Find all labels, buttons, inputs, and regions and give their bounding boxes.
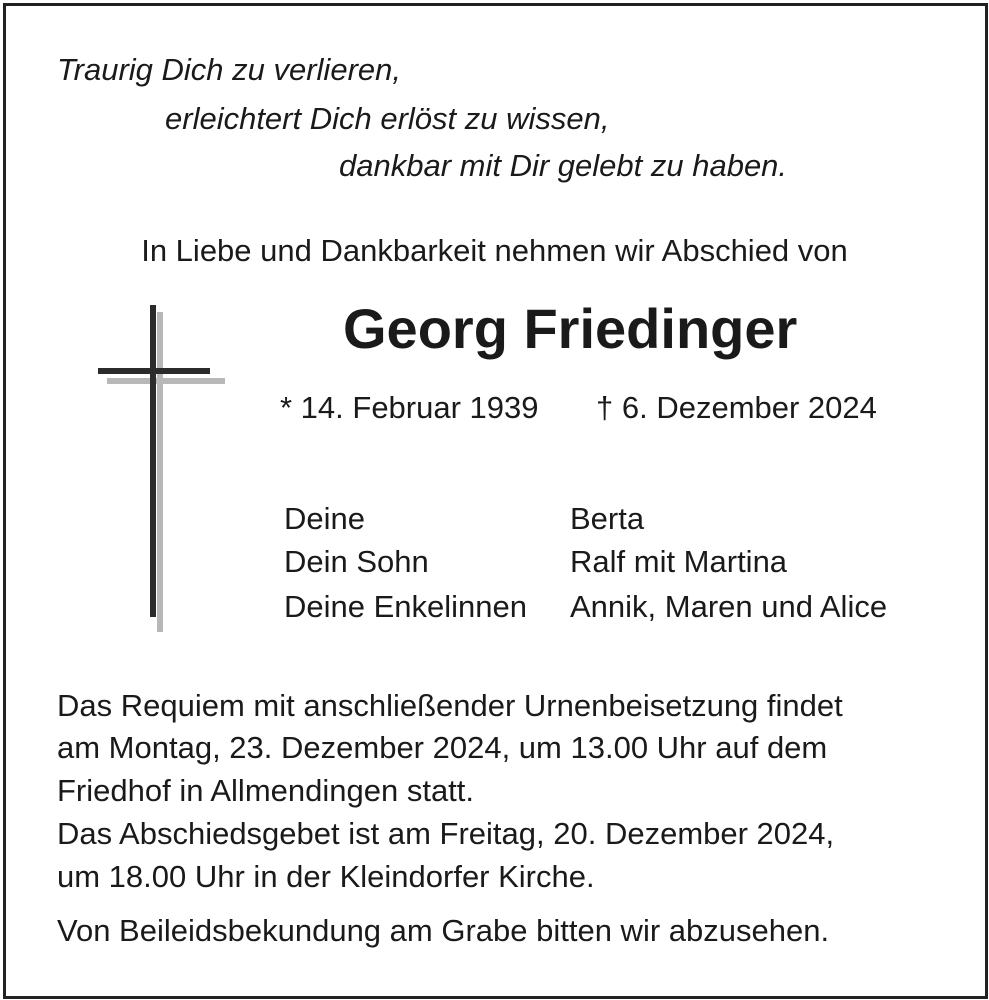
mourner-relation: Deine Enkelinnen	[284, 589, 528, 624]
notice-line-5: um 18.00 Uhr in der Kleindorfer Kirche.	[57, 859, 595, 894]
notice-line-3: Friedhof in Allmendingen statt.	[57, 773, 475, 808]
cross-shadow-horizontal	[107, 378, 225, 384]
poem-line-2: erleichtert Dich erlöst zu wissen,	[165, 101, 610, 136]
mourner-names: Annik, Maren und Alice	[570, 589, 888, 624]
mourner-relation: Dein Sohn	[284, 544, 429, 579]
mourner-relation: Deine	[284, 501, 365, 536]
mourner-names: Berta	[570, 501, 645, 536]
mourner-names: Ralf mit Martina	[570, 544, 788, 579]
latin-cross-icon	[95, 300, 235, 640]
notice-line-4: Das Abschiedsgebet ist am Freitag, 20. Dezember 2024,	[57, 816, 835, 851]
farewell-intro: In Liebe und Dankbarkeit nehmen wir Abschied von	[141, 233, 848, 268]
deceased-name: Georg Friedinger	[343, 297, 798, 360]
birth-date: * 14. Februar 1939	[280, 390, 539, 425]
cross-horizontal-beam	[98, 368, 210, 374]
cross-vertical-beam	[150, 305, 156, 617]
notice-line-6: Von Beileidsbekundung am Grabe bitten wir abzusehen.	[57, 913, 830, 948]
notice-line-2: am Montag, 23. Dezember 2024, um 13.00 Uhr auf dem	[57, 730, 828, 765]
death-date: † 6. Dezember 2024	[596, 390, 877, 425]
cross-shadow-vertical	[157, 312, 163, 632]
poem-line-1: Traurig Dich zu verlieren,	[57, 52, 401, 87]
notice-line-1: Das Requiem mit anschließender Urnenbeisetzung findet	[57, 688, 843, 723]
poem-line-3: dankbar mit Dir gelebt zu haben.	[339, 148, 788, 183]
